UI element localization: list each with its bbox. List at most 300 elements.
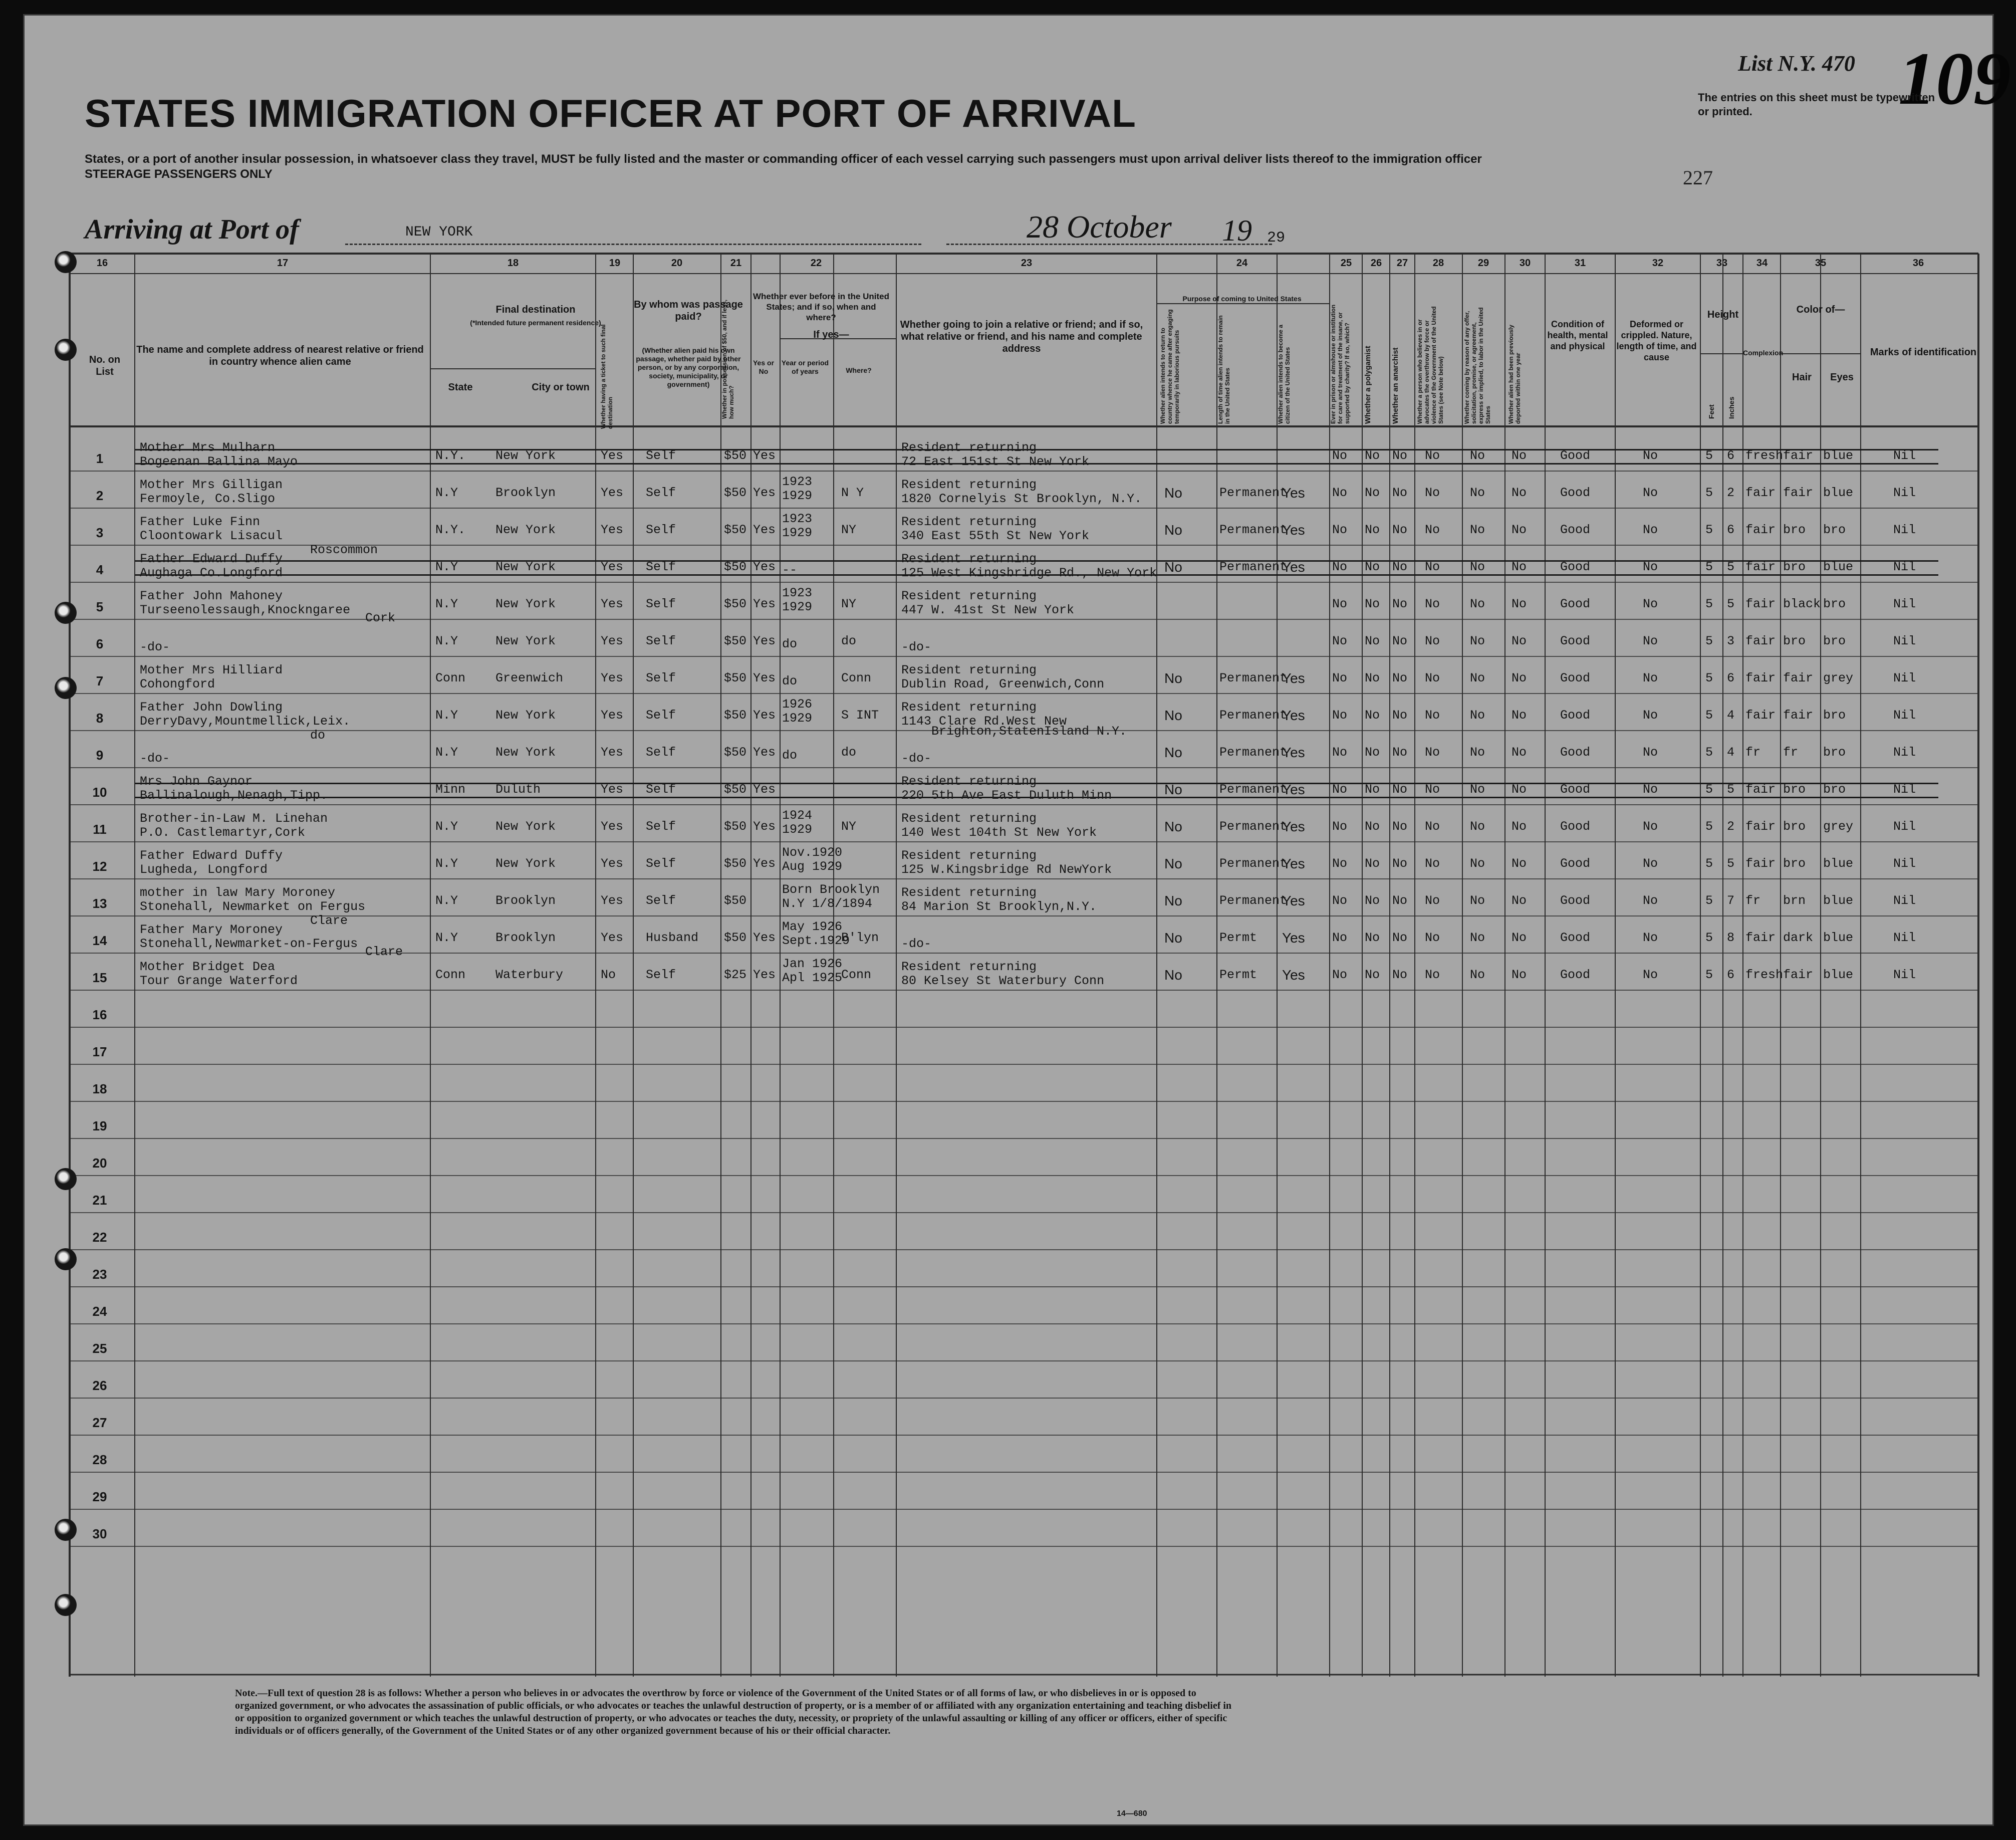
passage-paid-by: Self xyxy=(646,560,676,574)
row-number: 17 xyxy=(92,1044,107,1059)
color-of-header: Color of— xyxy=(1796,304,1845,315)
deformed-cell: No xyxy=(1643,486,1658,500)
joining-address-2: Brighton,StatenIsland N.Y. xyxy=(931,724,1127,739)
relative-address: Lugheda, Longford xyxy=(140,862,268,877)
row-number: 8 xyxy=(96,711,104,726)
destination-state: N.Y xyxy=(435,597,458,611)
q28-cell: No xyxy=(1425,708,1440,723)
prison-cell: No xyxy=(1332,671,1348,685)
ticket-cell: Yes xyxy=(601,893,624,908)
column-number: 31 xyxy=(1574,258,1586,269)
before-in-us: Yes xyxy=(753,856,776,871)
row-number: 14 xyxy=(92,933,107,948)
q28-cell: No xyxy=(1425,745,1440,760)
q29-cell: No xyxy=(1470,931,1485,945)
relative-address: -do- xyxy=(140,751,170,766)
port-rule xyxy=(345,244,921,245)
list-label: List N.Y. 470 xyxy=(1738,51,1855,76)
money-cell: $50 xyxy=(724,856,747,871)
ticket-cell: Yes xyxy=(601,708,624,723)
passage-paid-by: Self xyxy=(646,782,676,797)
destination-city: Brooklyn xyxy=(495,931,556,945)
ticket-cell: Yes xyxy=(601,448,624,463)
sheet-number: 227 xyxy=(1683,166,1713,189)
year-end: -- xyxy=(782,563,798,577)
height-inches: 3 xyxy=(1727,634,1735,648)
height-inches: 6 xyxy=(1727,671,1735,685)
ticket-cell: Yes xyxy=(601,671,624,685)
citizenship-intent: Yes xyxy=(1282,967,1305,983)
hair-cell: bro xyxy=(1783,856,1806,871)
prison-cell: No xyxy=(1332,931,1348,945)
row-number: 2 xyxy=(96,488,104,503)
destination-state: N.Y xyxy=(435,745,458,760)
prison-cell: No xyxy=(1332,968,1348,982)
marks-cell: Nil xyxy=(1893,893,1916,908)
citizenship-intent: Yes xyxy=(1282,559,1305,575)
deformed-cell: No xyxy=(1643,968,1658,982)
polygamist-cell: No xyxy=(1365,856,1380,871)
polygamist-cell: No xyxy=(1365,634,1380,648)
deformed-cell: No xyxy=(1643,448,1658,463)
q29-cell: No xyxy=(1470,523,1485,537)
notice xyxy=(85,152,1588,182)
hair-cell: bro xyxy=(1783,819,1806,834)
money-cell: $50 xyxy=(724,708,747,723)
polygamist-cell: No xyxy=(1365,486,1380,500)
steerage-note: STEERAGE PASSENGERS ONLY xyxy=(85,167,273,181)
citizenship-intent: Yes xyxy=(1282,856,1305,871)
binder-hole xyxy=(55,677,77,699)
health-cell: Good xyxy=(1560,782,1591,797)
health-cell: Good xyxy=(1560,597,1591,611)
strike-through-line xyxy=(135,797,1938,798)
destination-state: N.Y xyxy=(435,560,458,574)
complexion-cell: fair xyxy=(1745,782,1776,797)
q29-cell: No xyxy=(1470,782,1485,797)
where-cell: Conn xyxy=(841,968,872,982)
joining-address: 125 W.Kingsbridge Rd NewYork xyxy=(901,862,1112,877)
year-end: 1929 xyxy=(782,526,813,540)
notice-text: States, or a port of another insular possession, in whatsoever class they travel, MUST be fully listed and the master or commanding officer of each vessel carrying such passengers must upon arrival deliver lists thereof to the immigration officer xyxy=(85,152,1482,166)
arriving-label: Arriving at Port of xyxy=(85,214,299,245)
joining-status: Resident returning xyxy=(901,663,1037,677)
column-number: 20 xyxy=(671,258,683,269)
row-number: 27 xyxy=(92,1415,107,1430)
year-start: 1923 xyxy=(782,586,813,600)
height-inches: 2 xyxy=(1727,819,1735,834)
joining-address: 1143 Clare Rd.West New xyxy=(901,714,1067,729)
anarchist-cell: No xyxy=(1392,745,1408,760)
year-end: 1929 xyxy=(782,822,813,837)
money-cell: $50 xyxy=(724,671,747,685)
deformed-cell: No xyxy=(1643,931,1658,945)
state-header: State xyxy=(448,382,473,393)
hair-cell: fair xyxy=(1783,708,1814,723)
joining-address: 140 West 104th St New York xyxy=(901,825,1097,840)
marks-header: Marks of identification xyxy=(1870,347,1977,358)
before-in-us: Yes xyxy=(753,671,776,685)
relative-county: Clare xyxy=(365,945,403,959)
feet-header: Feet xyxy=(1707,404,1715,419)
final-destination-header: Final destination xyxy=(495,304,576,315)
q28-cell: No xyxy=(1425,931,1440,945)
condition-header: Condition of health, mental and physical xyxy=(1547,319,1608,351)
manifest-sheet xyxy=(23,14,2011,1826)
row-number: 1 xyxy=(96,451,104,466)
year-end: N.Y 1/8/1894 xyxy=(782,896,873,911)
q30-cell: No xyxy=(1511,819,1527,834)
before-in-us: Yes xyxy=(753,486,776,500)
destination-state: N.Y xyxy=(435,856,458,871)
ticket-cell: Yes xyxy=(601,597,624,611)
health-cell: Good xyxy=(1560,448,1591,463)
column-number: 18 xyxy=(507,258,519,269)
height-feet: 5 xyxy=(1705,893,1713,908)
q28-cell: No xyxy=(1425,819,1440,834)
height-inches: 4 xyxy=(1727,708,1735,723)
return-intent: No xyxy=(1164,819,1182,834)
length-of-stay: Permanent xyxy=(1219,523,1288,537)
destination-city: New York xyxy=(495,448,556,463)
eyes-cell: bro xyxy=(1823,597,1846,611)
column-number: 29 xyxy=(1477,258,1489,269)
height-feet: 5 xyxy=(1705,745,1713,760)
arrival-century: 19 xyxy=(1222,214,1252,247)
relative-address: Fermoyle, Co.Sligo xyxy=(140,492,276,506)
strike-through-line xyxy=(135,783,1938,784)
height-inches: 8 xyxy=(1727,931,1735,945)
length-of-stay: Permanent xyxy=(1219,486,1288,500)
row-number: 13 xyxy=(92,896,107,911)
year-start: 1923 xyxy=(782,512,813,526)
q28-cell: No xyxy=(1425,893,1440,908)
passage-paid-by: Self xyxy=(646,819,676,834)
ticket-cell: Yes xyxy=(601,931,624,945)
joining-address: -do- xyxy=(901,640,932,654)
passage-paid-by: Husband xyxy=(646,931,699,945)
if-yes-header: If yes— xyxy=(813,329,849,340)
health-cell: Good xyxy=(1560,968,1591,982)
polygamist-cell: No xyxy=(1365,671,1380,685)
height-feet: 5 xyxy=(1705,819,1713,834)
complexion-cell: fair xyxy=(1745,560,1776,574)
arrival-line xyxy=(85,209,1387,254)
height-inches: 7 xyxy=(1727,893,1735,908)
column-number: 24 xyxy=(1236,258,1248,269)
return-intent: No xyxy=(1164,485,1182,501)
height-inches: 5 xyxy=(1727,597,1735,611)
before-in-us: Yes xyxy=(753,931,776,945)
length-of-stay: Permanent xyxy=(1219,671,1288,685)
relative-note: do xyxy=(310,728,326,743)
row-number: 20 xyxy=(92,1156,107,1171)
destination-city: New York xyxy=(495,745,556,760)
complexion-cell: fair xyxy=(1745,671,1776,685)
anarchist-cell: No xyxy=(1392,856,1408,871)
q29-cell: No xyxy=(1470,560,1485,574)
relative-address: Stonehall, Newmarket on Fergus xyxy=(140,899,366,914)
destination-state: N.Y xyxy=(435,708,458,723)
relative-name: mother in law Mary Moroney xyxy=(140,885,336,900)
health-cell: Good xyxy=(1560,560,1591,574)
money-cell: $50 xyxy=(724,819,747,834)
q30-cell: No xyxy=(1511,782,1527,797)
list-number: 109 xyxy=(1898,37,2011,120)
where-cell: B'lyn xyxy=(841,931,879,945)
where-cell: N Y xyxy=(841,486,864,500)
prison-cell: No xyxy=(1332,819,1348,834)
ticket-cell: Yes xyxy=(601,560,624,574)
eyes-cell: blue xyxy=(1823,486,1854,500)
joining-address: 340 East 55th St New York xyxy=(901,529,1090,543)
height-feet: 5 xyxy=(1705,671,1713,685)
length-of-stay: Permanent xyxy=(1219,745,1288,760)
passage-header: By whom was passage paid? xyxy=(634,299,743,322)
where-header: Where? xyxy=(846,366,872,374)
q29-cell: No xyxy=(1470,968,1485,982)
marks-cell: Nil xyxy=(1893,597,1916,611)
row-number: 15 xyxy=(92,970,107,985)
binder-hole xyxy=(55,1594,77,1616)
where-cell: NY xyxy=(841,597,857,611)
joining-status: Resident returning xyxy=(901,440,1037,455)
marks-cell: Nil xyxy=(1893,708,1916,723)
passage-paid-by: Self xyxy=(646,634,676,648)
height-feet: 5 xyxy=(1705,968,1713,982)
anarchist-cell: No xyxy=(1392,634,1408,648)
height-header: Height xyxy=(1707,309,1739,320)
row-number: 6 xyxy=(96,636,104,651)
destination-state: N.Y. xyxy=(435,448,466,463)
return-intent: No xyxy=(1164,782,1182,797)
hair-cell: fair xyxy=(1783,968,1814,982)
where-cell: NY xyxy=(841,819,857,834)
row-number: 21 xyxy=(92,1193,107,1208)
eyes-cell: bro xyxy=(1823,523,1846,537)
year-start: 1924 xyxy=(782,808,813,823)
q30-cell: No xyxy=(1511,745,1527,760)
money-cell: $50 xyxy=(724,745,747,760)
marks-cell: Nil xyxy=(1893,819,1916,834)
polygamist-header: Whether a polygamist xyxy=(1364,346,1372,424)
page-title: STATES IMMIGRATION OFFICER AT PORT OF ARRIVAL xyxy=(85,91,1136,135)
form-code: 14—680 xyxy=(1117,1809,1147,1818)
q29-cell: No xyxy=(1470,856,1485,871)
health-cell: Good xyxy=(1560,708,1591,723)
length-of-stay: Permt xyxy=(1219,931,1257,945)
where-cell: NY xyxy=(841,523,857,537)
passage-paid-by: Self xyxy=(646,708,676,723)
height-inches: 5 xyxy=(1727,856,1735,871)
joining-address: 447 W. 41st St New York xyxy=(901,603,1075,617)
height-inches: 6 xyxy=(1727,448,1735,463)
where-cell: S INT xyxy=(841,708,879,723)
length-of-stay: Permanent xyxy=(1219,856,1288,871)
height-feet: 5 xyxy=(1705,486,1713,500)
relative-name: Mother Mrs Mulharn xyxy=(140,440,276,455)
marks-cell: Nil xyxy=(1893,523,1916,537)
year-start: 1926 xyxy=(782,697,813,712)
destination-state: Conn xyxy=(435,671,466,685)
q28-header: Whether a person who believes in or advocates the overthrow by force or violence of the Government of the United States (see Note below) xyxy=(1416,306,1444,424)
complexion-cell: fair xyxy=(1745,856,1776,871)
marks-cell: Nil xyxy=(1893,856,1916,871)
anarchist-cell: No xyxy=(1392,448,1408,463)
return-intent: No xyxy=(1164,893,1182,908)
health-cell: Good xyxy=(1560,745,1591,760)
ticket-cell: No xyxy=(601,968,616,982)
relative-name: Mother Mrs Hilliard xyxy=(140,663,283,677)
hair-cell: bro xyxy=(1783,782,1806,797)
deformed-cell: No xyxy=(1643,856,1658,871)
ticket-cell: Yes xyxy=(601,486,624,500)
height-feet: 5 xyxy=(1705,560,1713,574)
relative-note: Roscommon xyxy=(310,543,378,557)
year-period-header: Year or period of years xyxy=(781,359,829,375)
prison-cell: No xyxy=(1332,448,1348,463)
money-cell: $50 xyxy=(724,486,747,500)
q28-cell: No xyxy=(1425,782,1440,797)
destination-city: Waterbury xyxy=(495,968,564,982)
money-cell: $50 xyxy=(724,597,747,611)
year-end: do xyxy=(782,748,798,763)
hair-cell: fr xyxy=(1783,745,1799,760)
relative-name: Father Mary Moroney xyxy=(140,923,283,937)
manifest-table xyxy=(70,254,1978,1677)
joining-address: 72 East 151st St New York xyxy=(901,454,1090,469)
relative-name: Father Edward Duffy xyxy=(140,552,283,566)
destination-city: New York xyxy=(495,597,556,611)
height-inches: 6 xyxy=(1727,523,1735,537)
destination-city: Brooklyn xyxy=(495,893,556,908)
arrival-year: 29 xyxy=(1267,229,1286,247)
q29-cell: No xyxy=(1470,448,1485,463)
length-of-stay: Permt xyxy=(1219,968,1257,982)
destination-city: Greenwich xyxy=(495,671,564,685)
deformed-cell: No xyxy=(1643,597,1658,611)
hair-cell: fair xyxy=(1783,671,1814,685)
q28-cell: No xyxy=(1425,634,1440,648)
relative-name: Father John Dowling xyxy=(140,700,283,715)
height-feet: 5 xyxy=(1705,856,1713,871)
year-start: May 1926 xyxy=(782,919,843,934)
relative-address: Cohongford xyxy=(140,677,215,692)
joining-status: Resident returning xyxy=(901,774,1037,789)
q30-cell: No xyxy=(1511,968,1527,982)
polygamist-cell: No xyxy=(1365,893,1380,908)
hair-cell: black xyxy=(1783,597,1821,611)
destination-city: Duluth xyxy=(495,782,541,797)
where-cell: do xyxy=(841,745,857,760)
binder-hole xyxy=(55,1519,77,1541)
anarchist-cell: No xyxy=(1392,560,1408,574)
height-inches: 5 xyxy=(1727,782,1735,797)
marks-cell: Nil xyxy=(1893,486,1916,500)
prison-cell: No xyxy=(1332,597,1348,611)
binder-hole xyxy=(55,1168,77,1190)
relative-address: Bogeenan Ballina Mayo xyxy=(140,454,298,469)
anarchist-cell: No xyxy=(1392,708,1408,723)
column-number: 23 xyxy=(1021,258,1033,269)
complexion-cell: fr xyxy=(1745,745,1761,760)
q30-cell: No xyxy=(1511,448,1527,463)
money-cell: $50 xyxy=(724,782,747,797)
relative-address: Ballinalough,Nenagh,Tipp. xyxy=(140,788,328,803)
ticket-cell: Yes xyxy=(601,856,624,871)
destination-state: Minn xyxy=(435,782,466,797)
q30-cell: No xyxy=(1511,486,1527,500)
eyes-cell: grey xyxy=(1823,671,1854,685)
relative-name: Mrs John Gaynor xyxy=(140,774,253,789)
prison-cell: No xyxy=(1332,856,1348,871)
where-cell: Conn xyxy=(841,671,872,685)
eyes-cell: grey xyxy=(1823,819,1854,834)
year-end: do xyxy=(782,637,798,651)
eyes-cell: bro xyxy=(1823,782,1846,797)
eyes-cell: bro xyxy=(1823,708,1846,723)
relative-address: Stonehall,Newmarket-on-Fergus xyxy=(140,937,358,951)
joining-status: Resident returning xyxy=(901,589,1037,603)
height-inches: 6 xyxy=(1727,968,1735,982)
where-cell: do xyxy=(841,634,857,648)
binder-hole xyxy=(55,339,77,361)
length-of-stay: Permanent xyxy=(1219,893,1288,908)
column-number: 34 xyxy=(1756,258,1768,269)
destination-state: N.Y xyxy=(435,486,458,500)
deformed-cell: No xyxy=(1643,560,1658,574)
prison-header: Ever in prison or almshouse or institution for care and treatment of the insane, or supported by charity? If so, which? xyxy=(1330,304,1351,424)
health-cell: Good xyxy=(1560,931,1591,945)
q29-cell: No xyxy=(1470,634,1485,648)
prison-cell: No xyxy=(1332,486,1348,500)
strike-through-line xyxy=(135,449,1938,450)
row-number: 7 xyxy=(96,673,104,688)
length-of-stay: Permanent xyxy=(1219,560,1288,574)
row-number: 30 xyxy=(92,1526,107,1541)
passage-paid-by: Self xyxy=(646,486,676,500)
joining-status: Resident returning xyxy=(901,515,1037,529)
deformed-cell: No xyxy=(1643,782,1658,797)
complexion-cell: fair xyxy=(1745,708,1776,723)
return-intent: No xyxy=(1164,522,1182,538)
year-end: Apl 1925 xyxy=(782,971,843,985)
city-header: City or town xyxy=(532,382,590,393)
return-intent: No xyxy=(1164,708,1182,723)
health-cell: Good xyxy=(1560,671,1591,685)
polygamist-cell: No xyxy=(1365,448,1380,463)
hair-cell: bro xyxy=(1783,523,1806,537)
arrival-date: 28 October xyxy=(1027,209,1172,245)
complexion-cell: fair xyxy=(1745,819,1776,834)
prison-cell: No xyxy=(1332,560,1348,574)
prison-cell: No xyxy=(1332,782,1348,797)
citizenship-intent: Yes xyxy=(1282,782,1305,797)
column-number: 22 xyxy=(810,258,822,269)
ticket-cell: Yes xyxy=(601,634,624,648)
joining-address: 125 West Kingsbridge Rd., New York xyxy=(901,566,1157,580)
return-intent: No xyxy=(1164,930,1182,946)
binder-hole xyxy=(55,602,77,624)
joining-status: Resident returning xyxy=(901,700,1037,715)
q29-cell: No xyxy=(1470,708,1485,723)
row-number: 11 xyxy=(93,822,107,837)
polygamist-cell: No xyxy=(1365,819,1380,834)
hair-cell: dark xyxy=(1783,931,1814,945)
row-number: 9 xyxy=(96,748,104,763)
relative-name: Mother Bridget Dea xyxy=(140,960,276,974)
polygamist-cell: No xyxy=(1365,931,1380,945)
